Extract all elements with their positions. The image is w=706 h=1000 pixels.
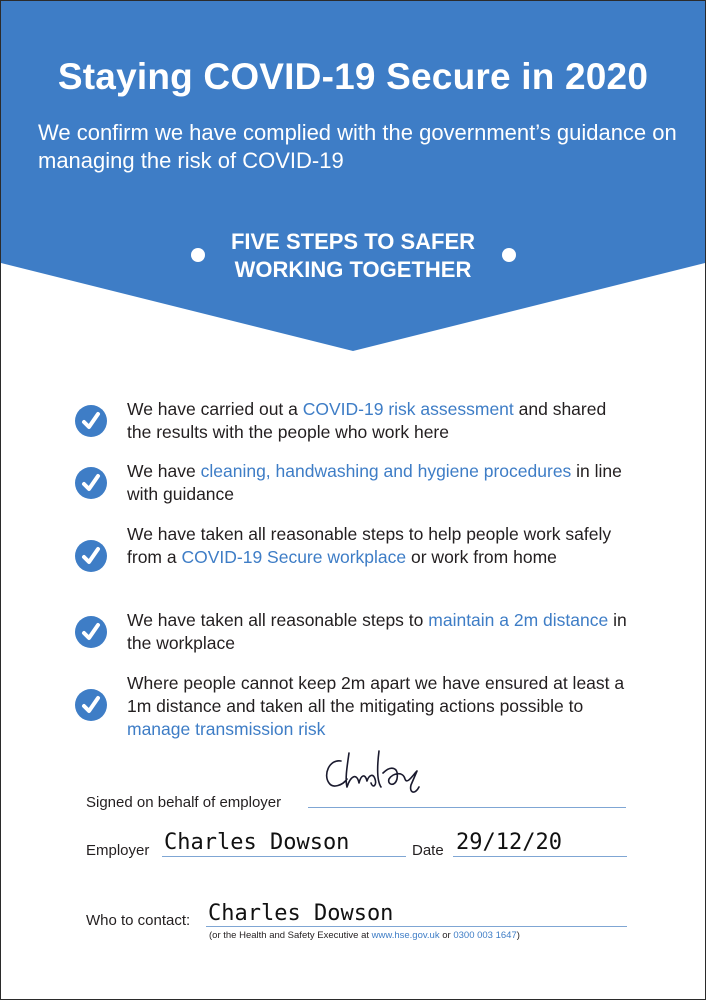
- employer-label: Employer: [86, 842, 150, 859]
- list-item-text: [127, 398, 627, 444]
- page-subtitle: We confirm we have complied with the government’s guidance on managing the risk of COVID-19: [38, 120, 677, 173]
- signature-line[interactable]: [308, 807, 626, 808]
- list-item-link[interactable]: cleaning, handwashing and hygiene procedures: [200, 461, 572, 481]
- employer-value: Charles Dowson: [164, 830, 350, 855]
- list-item-text-part: and shared the results with the people who work here: [127, 399, 607, 442]
- date-field-line[interactable]: [453, 856, 627, 857]
- list-item-link[interactable]: COVID-19 Secure workplace: [181, 547, 407, 567]
- list-item-link[interactable]: maintain a 2m distance: [428, 610, 609, 630]
- employer-field-line[interactable]: [162, 856, 406, 857]
- contact-value: Charles Dowson: [208, 901, 394, 926]
- contact-footnote: [209, 930, 520, 941]
- check-circle-icon: [75, 405, 107, 437]
- list-item-text: [127, 460, 627, 506]
- list-item-text-part: in the workplace: [127, 610, 627, 653]
- footnote-text: (or the Health and Safety Executive at: [209, 930, 372, 941]
- page-title: Staying COVID-19 Secure in 2020: [57, 56, 649, 97]
- header-banner: [1, 1, 705, 353]
- list-item-link[interactable]: COVID-19 risk assessment: [302, 399, 514, 419]
- footnote-text: or: [439, 930, 454, 941]
- steps-heading: [1, 228, 705, 284]
- list-item-text-part: We have taken all reasonable steps to help people work safely from a: [127, 524, 612, 567]
- contact-label: Who to contact:: [86, 912, 191, 929]
- signed-label: Signed on behalf of employer: [86, 794, 282, 811]
- date-value: 29/12/20: [456, 830, 562, 855]
- contact-field-line[interactable]: [206, 926, 627, 927]
- check-circle-icon: [75, 540, 107, 572]
- check-circle-icon: [75, 467, 107, 499]
- footnote-text: ): [516, 930, 520, 941]
- list-item-text-part: in line with guidance: [127, 461, 622, 504]
- list-item-text: [127, 523, 627, 569]
- dot-icon: [502, 248, 516, 262]
- list-item-link[interactable]: manage transmission risk: [127, 719, 326, 739]
- steps-heading-line1: FIVE STEPS TO SAFER: [230, 229, 476, 254]
- list-item-text-part: Where people cannot keep 2m apart we have ensured at least a 1m distance and taken all the mitigating actions possible to: [127, 673, 625, 716]
- steps-heading-line2: WORKING TOGETHER: [234, 257, 472, 282]
- hse-website-link[interactable]: www.hse.gov.uk: [371, 930, 440, 941]
- list-item-text: [127, 609, 627, 655]
- signature-image: [319, 745, 429, 803]
- list-item-text: [127, 672, 627, 741]
- check-circle-icon: [75, 689, 107, 721]
- date-label: Date: [412, 842, 444, 859]
- check-circle-icon: [75, 616, 107, 648]
- list-item-text-part: We have carried out a: [127, 399, 303, 419]
- list-item-text-part: We have: [127, 461, 201, 481]
- list-item-text-part: We have taken all reasonable steps to: [127, 610, 429, 630]
- list-item-text-part: or work from home: [406, 547, 557, 567]
- banner-chevron-shape: [1, 1, 705, 353]
- dot-icon: [191, 248, 205, 262]
- hse-phone-link[interactable]: 0300 003 1647: [453, 930, 517, 941]
